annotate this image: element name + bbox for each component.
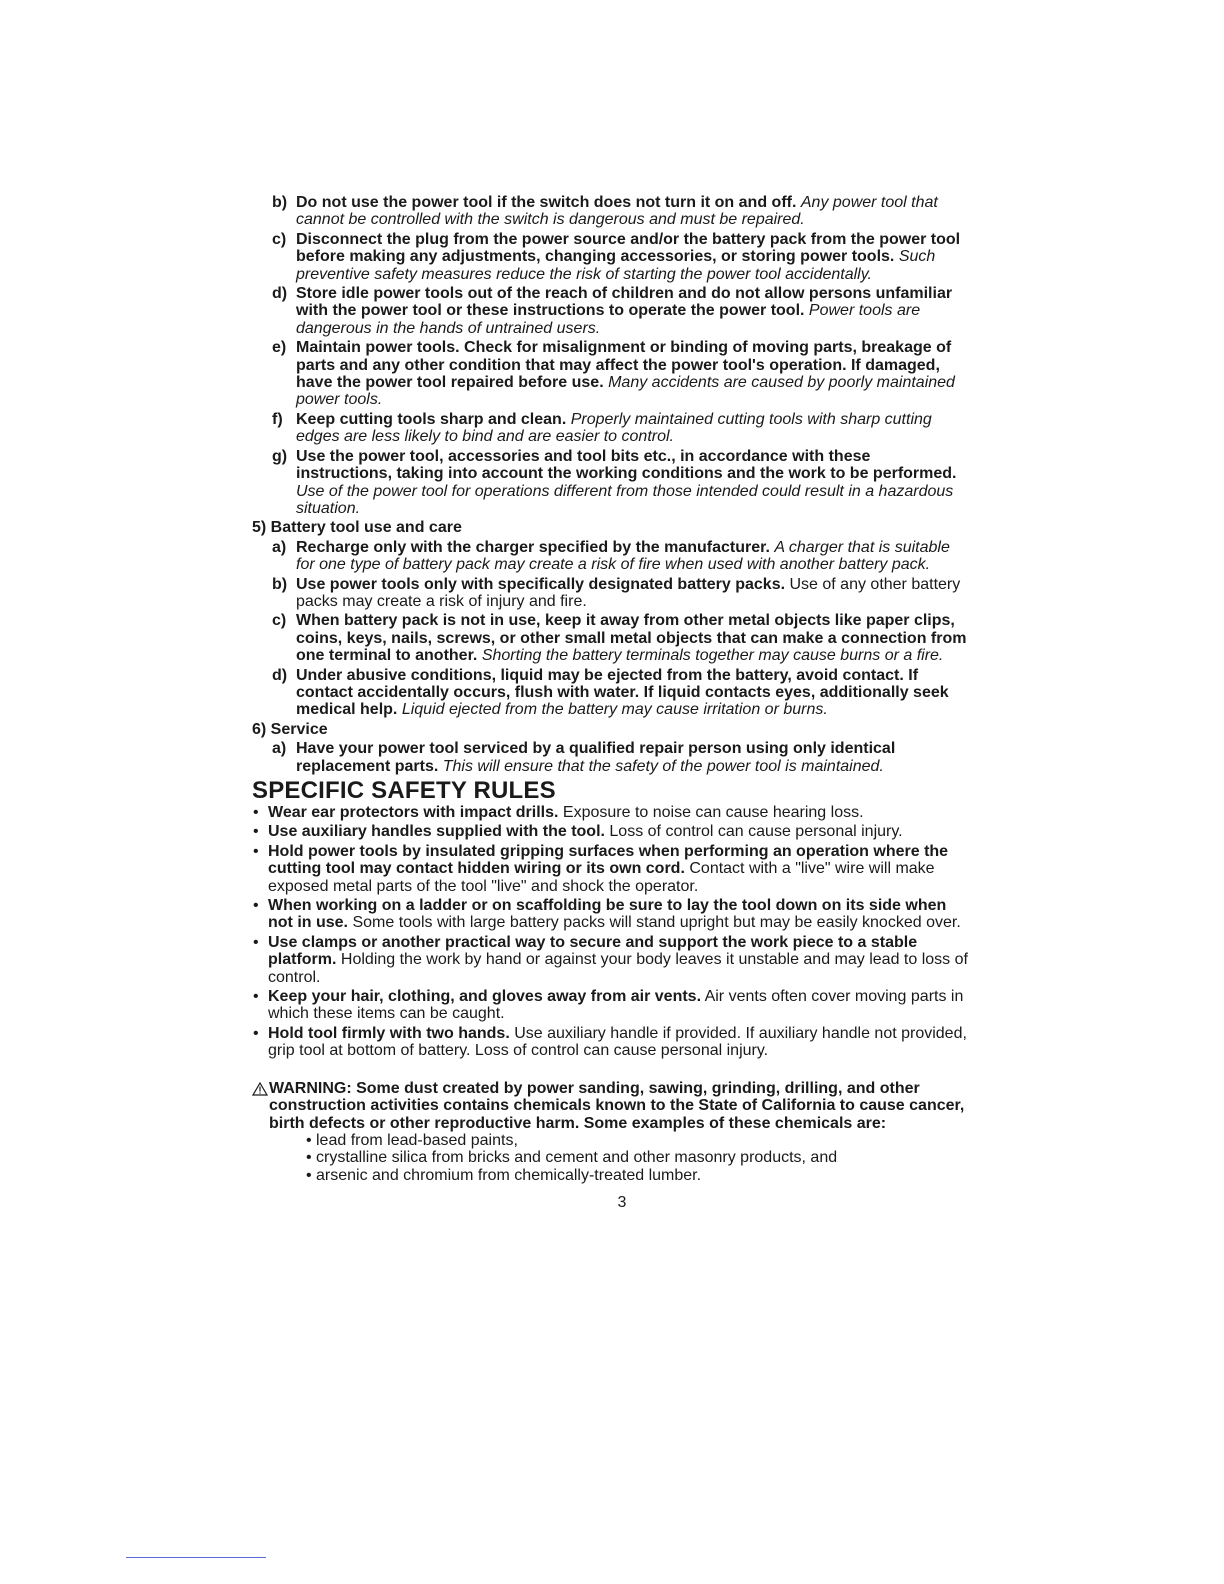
rule-air-vents: • Keep your hair, clothing, and gloves away from air vents. Air vents often cover moving parts in which these items can be caught. — [253, 988, 964, 1023]
battery-item-d: d) Under abusive conditions, liquid may be ejected from the battery, avoid contact. If contact accidentally occurs, flush with water. If liquid contacts eyes, additionally seek medical help. Liquid ejected from the battery may cause irritation or burns. — [272, 666, 949, 719]
section-5-title: 5) Battery tool use and care — [252, 519, 462, 537]
chemical-example: • arsenic and chromium from chemically-treated lumber. — [306, 1166, 702, 1184]
specific-safety-rules-heading: SPECIFIC SAFETY RULES — [252, 777, 556, 804]
item-c: c) Disconnect the plug from the power source and/or the battery pack from the power tool before making any adjustments, changing accessories, or storing power tools. Such preventive safety measures reduce the risk of starting the power tool accidentally. — [272, 230, 961, 283]
chemical-example: • crystalline silica from bricks and cement and other masonry products, and — [306, 1149, 838, 1167]
rule-clamps: • Use clamps or another practical way to secure and support the work piece to a stable platform. Holding the work by hand or against your body leaves it unstable and may lead to loss of control. — [253, 933, 968, 986]
rule-two-hands: • Hold tool firmly with two hands. Use auxiliary handle if provided. If auxiliary handle not provided, grip tool at bottom of battery. Loss of control can cause personal injury. — [253, 1024, 967, 1060]
manual-page — [252, 194, 968, 1212]
bullet-icon: • — [306, 1149, 312, 1167]
bullet-icon: • — [253, 804, 259, 821]
page-number: 3 — [617, 1194, 627, 1212]
chemical-example: • lead from lead-based paints, — [306, 1131, 518, 1149]
tool-use-items — [252, 194, 968, 517]
battery-item-c: c) When battery pack is not in use, keep it away from other metal objects like paper clips, coins, keys, nails, screws, or other small metal objects that can make a connection from one terminal to another. Shorting the battery terminals together may cause burns or a fire. — [272, 612, 967, 665]
bullet-icon: • — [253, 842, 259, 860]
item-b: b) Do not use the power tool if the switch does not turn it on and off. Any power tool that cannot be controlled with the switch is dangerous and must be repaired. — [272, 194, 938, 229]
rule-auxiliary-handles: • Use auxiliary handles supplied with the tool. Loss of control can cause personal injury. — [253, 823, 903, 841]
item-e: e) Maintain power tools. Check for misalignment or binding of moving parts, breakage of parts and any other condition that may affect the power tool's operation. If damaged, have the power tool repaired before use. Many accidents are caused by poorly maintained power tools. — [272, 339, 955, 409]
bullet-icon: • — [253, 1024, 259, 1042]
warning-triangle-icon — [252, 1082, 268, 1096]
service-item-a: a) Have your power tool serviced by a qualified repair person using only identical replacement parts. This will ensure that the safety of the power tool is maintained. — [272, 740, 896, 775]
item-f: f) Keep cutting tools sharp and clean. Properly maintained cutting tools with sharp cutting edges are less likely to bind and are easier to control. — [272, 410, 932, 446]
rule-ladder-scaffolding: • When working on a ladder or on scaffolding be sure to lay the tool down on its side when not in use. Some tools with large battery packs will stand upright but may be easily knocked over. — [253, 897, 961, 932]
section-6-title: 6) Service — [252, 720, 328, 738]
item-d: d) Store idle power tools out of the reach of children and do not allow persons unfamiliar with the power tool or these instructions to operate the power tool. Power tools are dangerous in the hands of untrained users. — [272, 285, 953, 337]
section-5-items — [252, 539, 968, 719]
bullet-icon: • — [306, 1131, 312, 1149]
bullet-icon: • — [253, 933, 259, 951]
battery-item-b: b) Use power tools only with specifically designated battery packs. Use of any other battery packs may create a risk of injury and fire. — [272, 575, 961, 610]
bullet-icon: • — [253, 823, 259, 841]
warning-text: WARNING: Some dust created by power sanding, sawing, grinding, drilling, and other construction activities contains chemicals known to the State of California to cause cancer, birth defects or other reproductive harm. Some examples of these chemicals are: — [269, 1079, 965, 1132]
prop65-warning — [252, 1080, 968, 1132]
rule-insulated-surfaces: • Hold power tools by insulated gripping surfaces when performing an operation where the cutting tool may contact hidden wiring or its own cord. Contact with a "live" wire will make exposed metal parts of the tool "live" and shock the operator. — [253, 842, 949, 895]
footer-rule — [126, 1557, 266, 1558]
item-g: g) Use the power tool, accessories and tool bits etc., in accordance with these instructions, taking into account the working conditions and the work to be performed. Use of the power tool for operations different from those intended could result in a hazardous situation. — [272, 447, 957, 517]
bullet-icon: • — [253, 988, 259, 1006]
bullet-icon: • — [306, 1166, 312, 1184]
chemical-examples-list — [252, 1132, 968, 1184]
rule-ear-protectors: • Wear ear protectors with impact drills. Exposure to noise can cause hearing loss. — [253, 804, 864, 821]
bullet-icon: • — [253, 897, 259, 915]
specific-rules-list — [252, 804, 968, 1060]
battery-item-a: a) Recharge only with the charger specified by the manufacturer. A charger that is suitable for one type of battery pack may create a risk of fire when used with another battery pack. — [272, 538, 950, 574]
